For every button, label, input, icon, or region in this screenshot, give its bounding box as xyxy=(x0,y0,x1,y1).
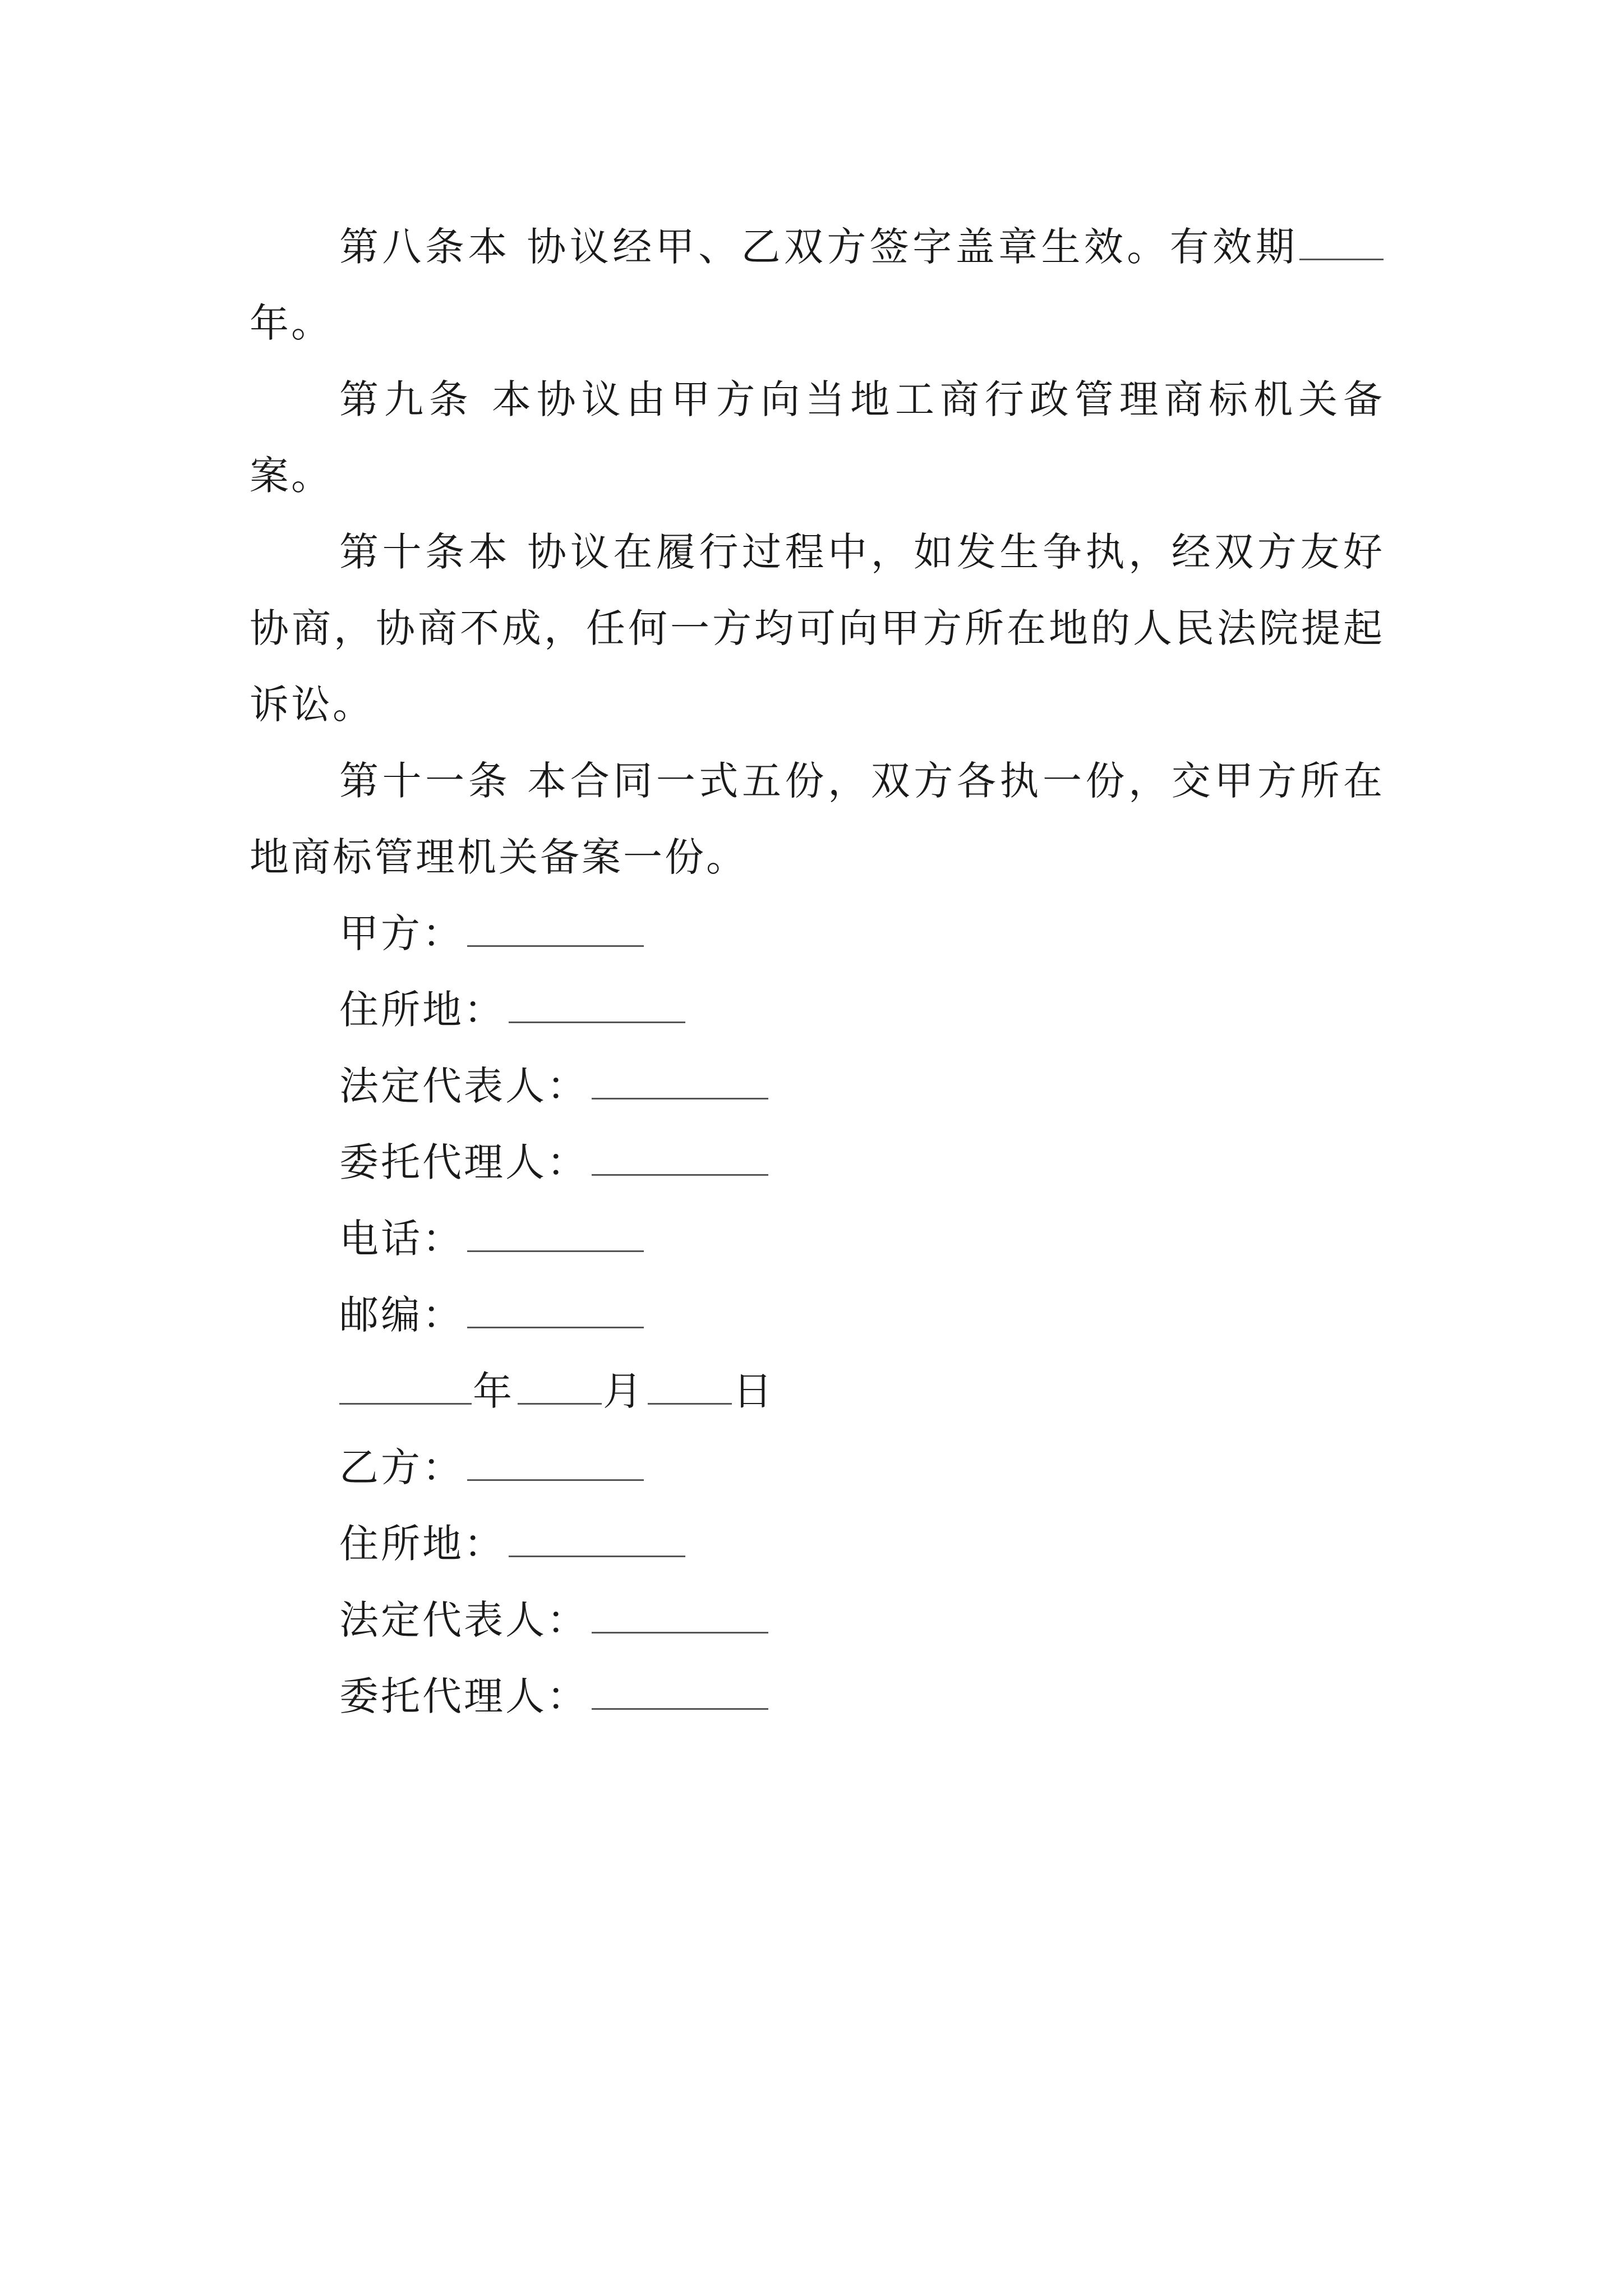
party-a-address-row xyxy=(339,972,1385,1048)
date-year-label: 年 xyxy=(473,1368,514,1414)
party-a-address-label: 住所地： xyxy=(339,987,505,1033)
party-a-name-row xyxy=(339,895,1385,972)
article-11: 第十一条 本合同一式五份，双方各执一份，交甲方所在地商标管理机关备案一份。 xyxy=(250,758,1385,880)
party-a-phone-blank[interactable] xyxy=(467,1217,644,1252)
party-a-name-blank[interactable] xyxy=(467,912,644,947)
date-year-blank[interactable] xyxy=(339,1369,472,1405)
party-b-agent-label: 委托代理人： xyxy=(339,1673,588,1719)
party-b-agent-row xyxy=(339,1658,1385,1734)
date-day-blank[interactable] xyxy=(648,1369,732,1405)
validity-years-blank[interactable] xyxy=(1299,225,1384,260)
article-8-tail: 年。 xyxy=(250,300,333,346)
party-b-name-row xyxy=(339,1429,1385,1506)
party-b-address-blank[interactable] xyxy=(509,1522,685,1557)
party-a-agent-label: 委托代理人： xyxy=(339,1139,588,1185)
party-b-address-row xyxy=(339,1506,1385,1582)
party-a-legal-rep-row xyxy=(339,1048,1385,1124)
party-a-postcode-label: 邮编： xyxy=(339,1292,464,1338)
party-a-address-blank[interactable] xyxy=(509,988,685,1023)
party-b-address-label: 住所地： xyxy=(339,1521,505,1567)
date-row xyxy=(339,1353,1385,1429)
party-a-agent-blank[interactable] xyxy=(592,1140,768,1176)
party-b-name-blank[interactable] xyxy=(467,1446,644,1481)
date-month-label: 月 xyxy=(603,1368,644,1414)
article-9: 第九条 本协议由甲方向当地工商行政管理商标机关备案。 xyxy=(250,376,1385,499)
party-b-legal-rep-row xyxy=(339,1582,1385,1658)
party-a-agent-row xyxy=(339,1124,1385,1200)
party-a-phone-label: 电话： xyxy=(339,1216,464,1262)
article-8-text: 第八条本 协议经甲、乙双方签字盖章生效。有效期 xyxy=(339,224,1298,270)
party-b-legal-rep-blank[interactable] xyxy=(592,1598,768,1634)
date-month-blank[interactable] xyxy=(518,1369,602,1405)
party-b-legal-rep-label: 法定代表人： xyxy=(339,1597,588,1643)
date-day-label: 日 xyxy=(733,1368,774,1414)
party-a-phone-row xyxy=(339,1200,1385,1277)
party-b-agent-blank[interactable] xyxy=(592,1674,768,1710)
party-a-postcode-row xyxy=(339,1277,1385,1353)
party-a-legal-rep-blank[interactable] xyxy=(592,1064,768,1099)
contract-body xyxy=(250,209,1385,1734)
party-b-name-label: 乙方： xyxy=(339,1444,464,1490)
article-10: 第十条本 协议在履行过程中，如发生争执，经双方友好协商，协商不成，任何一方均可向甲方所在地的人民法院提起诉讼。 xyxy=(250,529,1385,728)
party-a-postcode-blank[interactable] xyxy=(467,1293,644,1328)
party-a-name-label: 甲方： xyxy=(339,910,464,956)
party-a-legal-rep-label: 法定代表人： xyxy=(339,1063,588,1109)
article-8 xyxy=(250,209,1385,361)
